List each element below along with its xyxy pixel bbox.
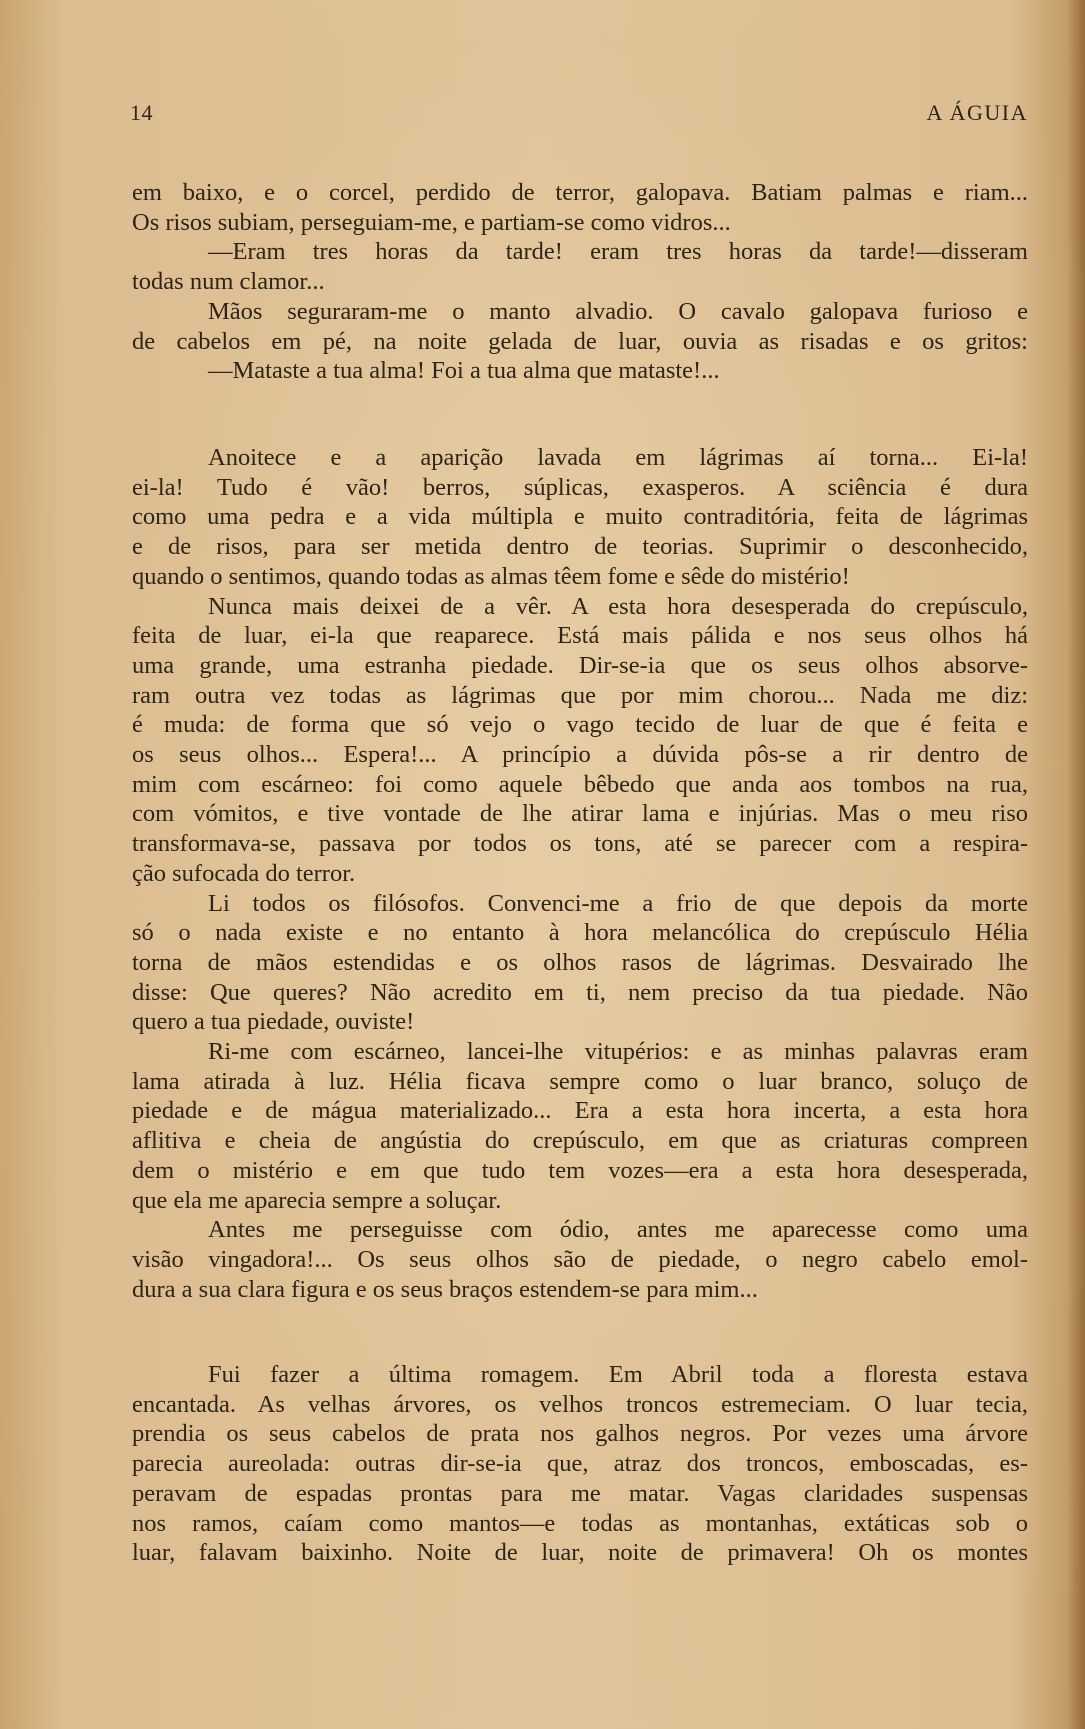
text-line: Nunca mais deixei de a vêr. A esta hora desesperada do crepúsculo, (208, 592, 1028, 620)
text-line: luar, falavam baixinho. Noite de luar, noite de primavera! Oh os montes (132, 1539, 1028, 1567)
text-line: ção sufocada do terror. (132, 859, 356, 887)
text-line: Antes me perseguisse com ódio, antes me aparecesse como uma (208, 1216, 1028, 1244)
text-line: encantada. As velhas árvores, os velhos troncos estremeciam. O luar tecia, (132, 1390, 1028, 1418)
text-line: dura a sua clara figura e os seus braços estendem-se para mim... (132, 1275, 758, 1303)
page-number: 14 (130, 100, 153, 125)
text-line: como uma pedra e a vida múltipla e muito contraditória, feita de lágrimas (132, 503, 1028, 531)
text-line: disse: Que queres? Não acredito em ti, nem preciso da tua piedade. Não (132, 978, 1028, 1006)
text-line: feita de luar, ei-la que reaparece. Está mais pálida e nos seus olhos há (132, 622, 1028, 650)
text-line: parecia aureolada: outras dir-se-ia que, atraz dos troncos, emboscadas, es- (132, 1450, 1028, 1478)
text-line: piedade e de mágua materializado... Era a esta hora incerta, a esta hora (132, 1097, 1028, 1125)
text-line: que ela me aparecia sempre a soluçar. (132, 1186, 502, 1214)
text-line: lama atirada à luz. Hélia ficava sempre como o luar branco, soluço de (132, 1067, 1028, 1095)
text-line: de cabelos em pé, na noite gelada de luar, ouvia as risadas e os gritos: (132, 327, 1028, 355)
text-line: Ri-me com escárneo, lancei-lhe vitupérios: e as minhas palavras eram (208, 1038, 1028, 1066)
text-line: Os risos subiam, perseguiam-me, e partiam-se como vidros... (132, 208, 731, 236)
text-line: torna de mãos estendidas e os olhos rasos de lágrimas. Desvairado lhe (132, 948, 1028, 976)
text-line: —Mataste a tua alma! Foi a tua alma que mataste!... (208, 357, 720, 385)
text-line: transformava-se, passava por todos os tons, até se parecer com a respira- (132, 830, 1028, 858)
text-line: peravam de espadas prontas para me matar. Vagas claridades suspensas (132, 1479, 1028, 1507)
text-line: quero a tua piedade, ouviste! (132, 1008, 415, 1036)
text-line: Anoitece e a aparição lavada em lágrimas aí torna... Ei-la! (208, 444, 1028, 471)
text-line: —Eram tres horas da tarde! eram tres horas da tarde!—disseram (208, 238, 1028, 266)
text-line: Mãos seguraram-me o manto alvadio. O cavalo galopava furioso e (208, 297, 1028, 325)
text-line: uma grande, uma estranha piedade. Dir-se-ia que os seus olhos absorve- (132, 651, 1028, 679)
text-line: mim com escárneo: foi como aquele bêbedo que anda aos tombos na rua, (132, 770, 1028, 798)
text-line: todas num clamor... (132, 268, 325, 296)
text-line: é muda: de forma que só vejo o vago tecido de luar de que é feita e (132, 711, 1028, 739)
text-line: ei-la! Tudo é vão! berros, súplicas, exasperos. A sciência é dura (132, 473, 1028, 501)
text-line: com vómitos, e tive vontade de lhe atirar lama e injúrias. Mas o meu riso (132, 800, 1028, 828)
text-line: quando o sentimos, quando todas as almas têem fome e sêde do mistério! (132, 562, 850, 590)
section-1-text (132, 178, 1028, 386)
text-line: aflitiva e cheia de angústia do crepúsculo, em que as criaturas compreen (132, 1127, 1028, 1155)
text-line: ram outra vez todas as lágrimas que por mim chorou... Nada me diz: (132, 681, 1028, 709)
text-line: Li todos os filósofos. Convenci-me a frio de que depois da morte (208, 889, 1028, 917)
text-line: nos ramos, caíam como mantos—e todas as montanhas, extáticas sob o (132, 1509, 1028, 1537)
text-line: os seus olhos... Espera!... A princípio a dúvida pôs-se a rir dentro de (132, 741, 1028, 769)
page-edge-shadow (1067, 0, 1085, 1729)
section-3-text (132, 1360, 1028, 1568)
section-2-text (132, 443, 1028, 1304)
running-head: A ÁGUIA (926, 100, 1028, 125)
text-line: visão vingadora!... Os seus olhos são de piedade, o negro cabelo emol- (132, 1245, 1028, 1273)
text-line: Fui fazer a última romagem. Em Abril toda a floresta estava (208, 1361, 1028, 1388)
text-line: dem o mistério e em que tudo tem vozes—era a esta hora desesperada, (132, 1156, 1028, 1184)
page-header (130, 100, 1028, 132)
text-line: em baixo, e o corcel, perdido de terror, galopava. Batiam palmas e riam... (132, 179, 1028, 206)
text-line: e de risos, para ser metida dentro de teorias. Suprimir o desconhecido, (132, 533, 1028, 561)
text-line: prendia os seus cabelos de prata nos galhos negros. Por vezes uma árvore (132, 1420, 1028, 1448)
text-line: só o nada existe e no entanto à hora melancólica do crepúsculo Hélia (132, 919, 1028, 947)
